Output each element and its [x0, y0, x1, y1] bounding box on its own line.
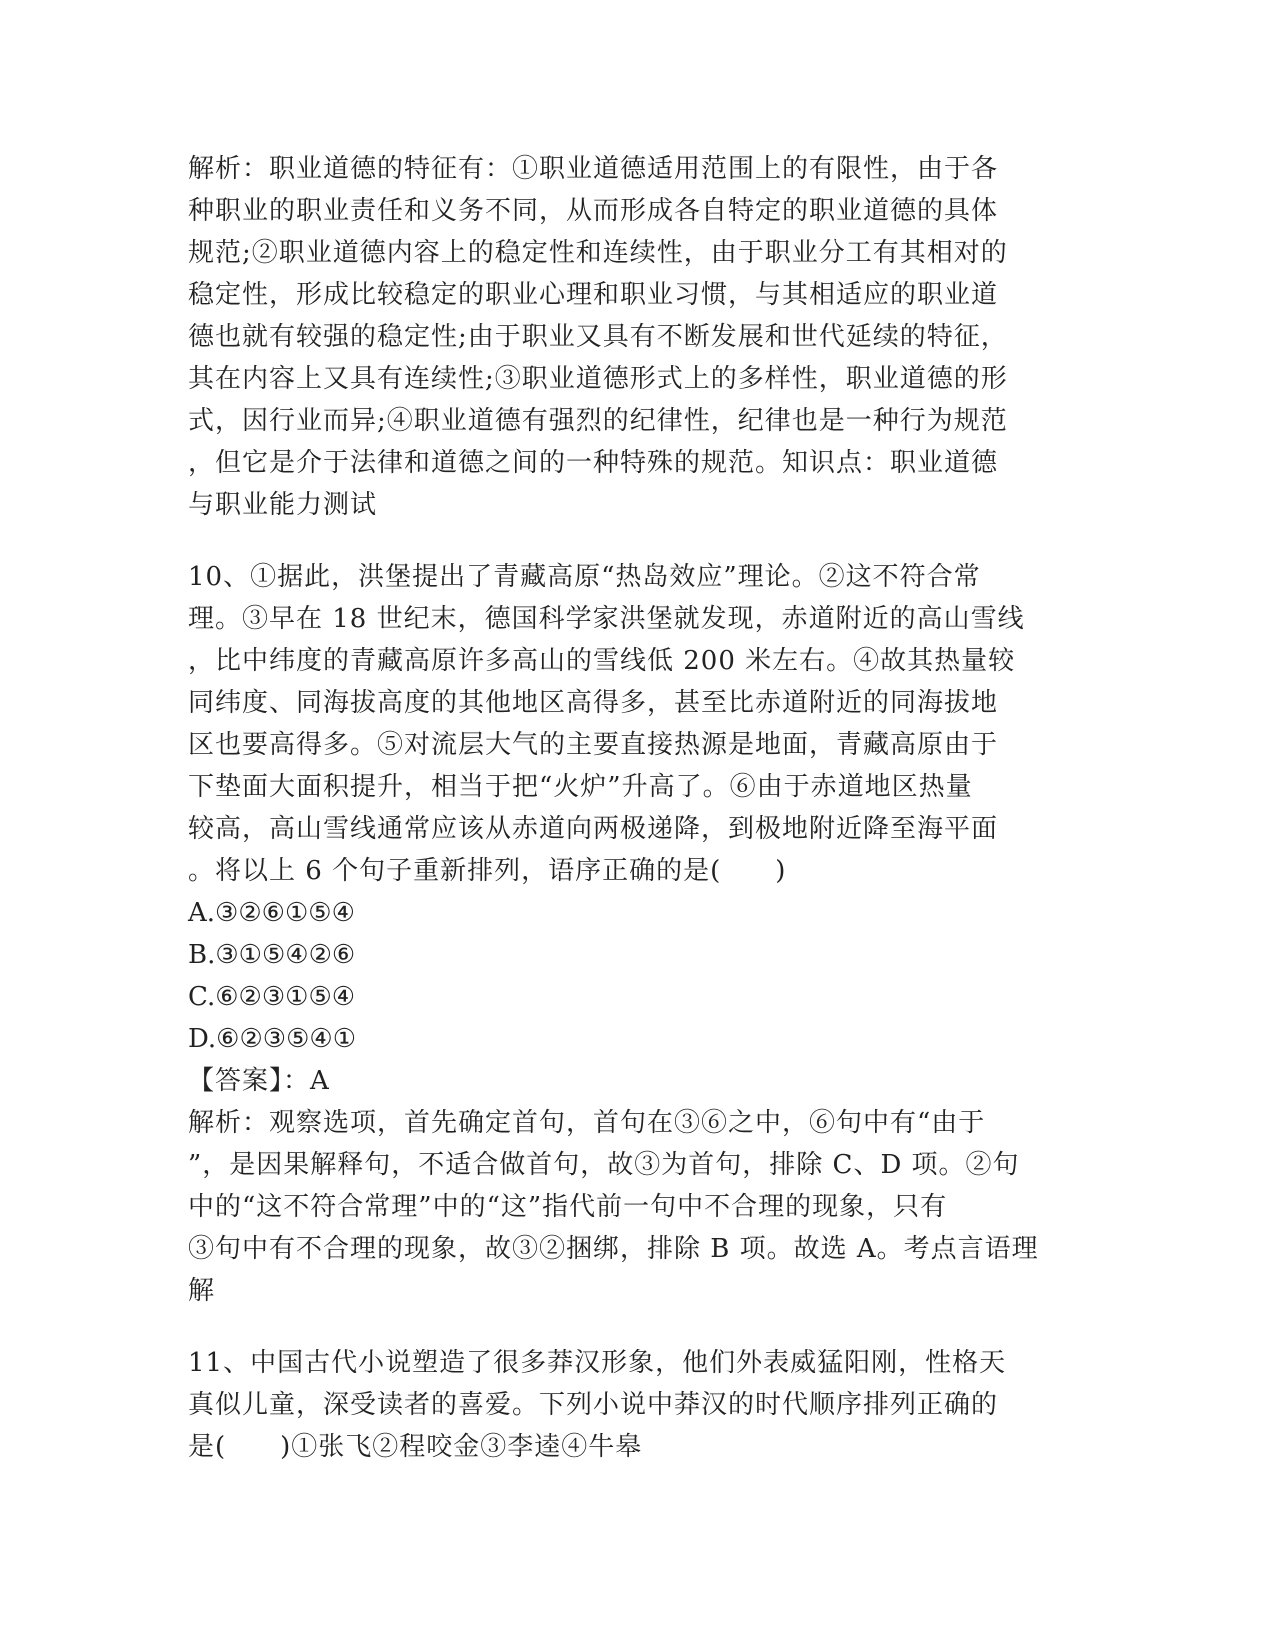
analysis-line: 中的“这不符合常理”中的“这”指代前一句中不合理的现象，只有 — [188, 1192, 948, 1222]
option-c: C.⑥②③①⑤④ — [188, 982, 356, 1012]
analysis-line: 解 — [188, 1276, 216, 1306]
analysis-line: ③句中有不合理的现象，故③②捆绑，排除 B 项。故选 A。考点言语理 — [188, 1234, 1039, 1264]
paragraph-gap — [188, 1312, 1088, 1342]
text-line: 规范;②职业道德内容上的稳定性和连续性，由于职业分工有其相对的 — [188, 238, 1008, 268]
text-line: 解析：职业道德的特征有：①职业道德适用范围上的有限性，由于各 — [188, 154, 999, 184]
document-page — [188, 148, 1088, 1468]
option-b: B.③①⑤④②⑥ — [188, 940, 356, 970]
paragraph-gap — [188, 526, 1088, 556]
text-line: 稳定性，形成比较稳定的职业心理和职业习惯，与其相适应的职业道 — [188, 280, 999, 310]
text-line: ，但它是介于法律和道德之间的一种特殊的规范。知识点：职业道德 — [188, 448, 999, 478]
question-text-line: 10、①据此，洪堡提出了青藏高原“热岛效应”理论。②这不符合常 — [188, 562, 981, 592]
question-text-line: 同纬度、同海拔高度的其他地区高得多，甚至比赤道附近的同海拔地 — [188, 688, 999, 718]
question-text-line: 较高，高山雪线通常应该从赤道向两极递降，到极地附近降至海平面 — [188, 814, 999, 844]
analysis-block-q9 — [188, 148, 1088, 526]
text-line: 式，因行业而异;④职业道德有强烈的纪律性，纪律也是一种行为规范 — [188, 406, 1008, 436]
question-text-line: 11、中国古代小说塑造了很多莽汉形象，他们外表威猛阳刚，性格天 — [188, 1348, 1007, 1378]
analysis-line: ”，是因果解释句，不适合做首句，故③为首句，排除 C、D 项。②句 — [188, 1150, 1020, 1180]
question-11 — [188, 1342, 1088, 1468]
question-text-line: ，比中纬度的青藏高原许多高山的雪线低 200 米左右。④故其热量较 — [188, 646, 1016, 676]
question-text-line: 区也要高得多。⑤对流层大气的主要直接热源是地面，青藏高原由于 — [188, 730, 999, 760]
option-a: A.③②⑥①⑤④ — [188, 898, 355, 928]
text-line: 德也就有较强的稳定性;由于职业又具有不断发展和世代延续的特征， — [188, 322, 1008, 352]
analysis-line: 解析：观察选项，首先确定首句，首句在③⑥之中，⑥句中有“由于 — [188, 1108, 986, 1138]
answer-line: 【答案】：A — [188, 1066, 330, 1096]
question-text-line: 下垫面大面积提升，相当于把“火炉”升高了。⑥由于赤道地区热量 — [188, 772, 973, 802]
question-text-line: 真似儿童，深受读者的喜爱。下列小说中莽汉的时代顺序排列正确的 — [188, 1390, 999, 1420]
option-d: D.⑥②③⑤④① — [188, 1024, 357, 1054]
question-text-line: 理。③早在 18 世纪末，德国科学家洪堡就发现，赤道附近的高山雪线 — [188, 604, 1025, 634]
text-line: 种职业的职业责任和义务不同，从而形成各自特定的职业道德的具体 — [188, 196, 999, 226]
text-line: 其在内容上又具有连续性;③职业道德形式上的多样性，职业道德的形 — [188, 364, 1008, 394]
question-text-line: 是( )①张飞②程咬金③李逵④牛皋 — [188, 1432, 643, 1462]
text-line: 与职业能力测试 — [188, 490, 378, 520]
question-text-line: 。将以上 6 个句子重新排列，语序正确的是( ) — [188, 856, 787, 886]
question-10 — [188, 556, 1088, 1312]
